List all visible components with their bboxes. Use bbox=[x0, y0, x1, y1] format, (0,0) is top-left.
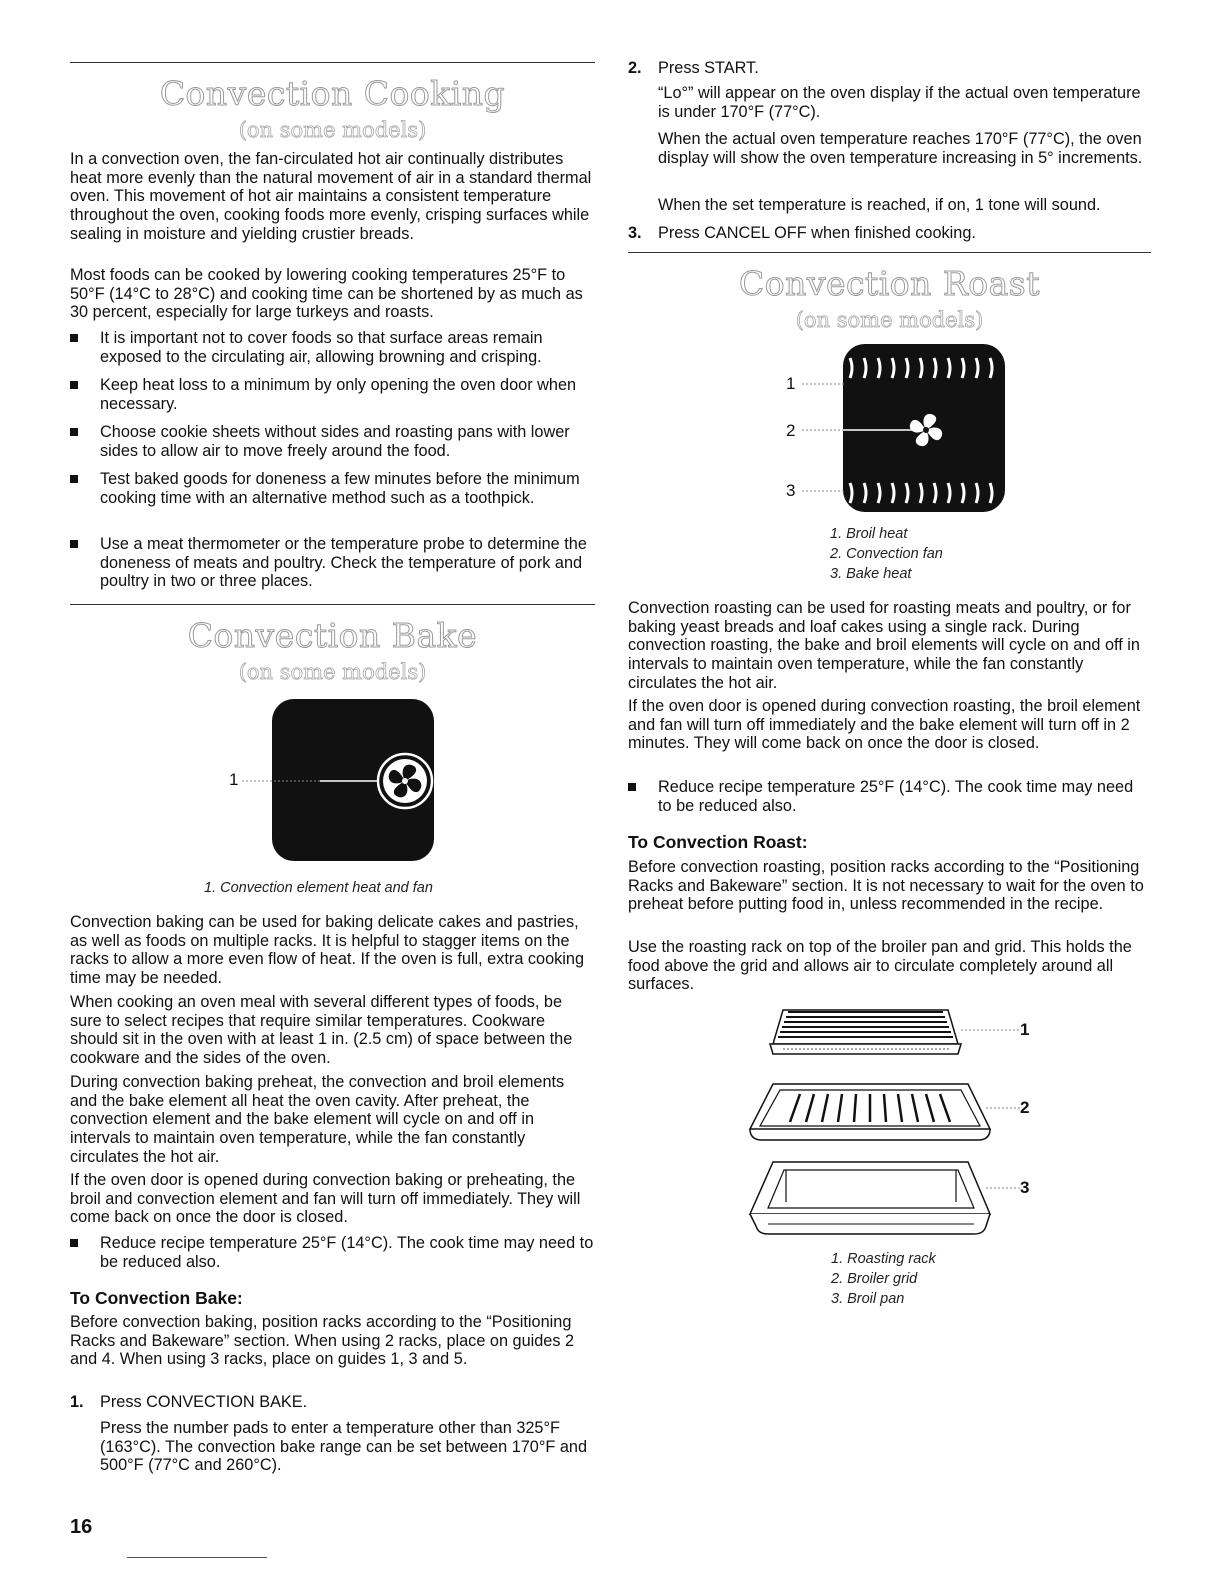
roast-paragraph-4: Use the roasting rack on top of the broiler pan and grid. This holds the food above the grid and allows air to circulate completely around all surfaces. bbox=[628, 938, 1132, 994]
pan-callout-1: 1 bbox=[1020, 1020, 1030, 1039]
callout-label-1: 1 bbox=[786, 374, 796, 393]
cooking-paragraph-2: Most foods can be cooked by lowering cooking temperatures 25°F to 50°F (14°C to 28°C) and cooking time can be shortened by as much as 30 percent, especially for large turkeys and roasts. bbox=[70, 266, 583, 322]
bake-bullet: Reduce recipe temperature 25°F (14°C). The cook time may need to be reduced also. bbox=[70, 1234, 595, 1271]
step-number: 3. bbox=[628, 224, 642, 242]
pan-callout-3: 3 bbox=[1020, 1178, 1030, 1197]
roast-bullet: Reduce recipe temperature 25°F (14°C). The cook time may need to be reduced also. bbox=[628, 778, 1151, 815]
caption-line: 2. Broiler grid bbox=[831, 1271, 918, 1287]
cooking-bullet: Choose cookie sheets without sides and roasting pans with lower sides to allow air to move freely around the food. bbox=[70, 423, 595, 460]
bake-paragraph-5: Before convection baking, position racks according to the “Positioning Racks and Bakeware” section. When using 2 racks, place on guides 2 and 4. When using 3 racks, place on guides 1, 3 and 5. bbox=[70, 1313, 575, 1369]
cooking-paragraph-1: In a convection oven, the fan-circulated hot air continually distributes heat more evenly than the natural movement of air in a standard thermal oven. This movement of hot air maintains a consistent temperature throughout the oven, cooking foods more evenly, crisping surfaces while sealing in moisture and yielding crustier breads. bbox=[70, 150, 592, 243]
convection-roast-subtitle: (on some models) bbox=[795, 308, 984, 332]
pan-callout-2: 2 bbox=[1020, 1098, 1030, 1117]
to-convection-bake-heading: To Convection Bake: bbox=[70, 1288, 243, 1308]
footer-line bbox=[127, 1557, 267, 1558]
page-number: 16 bbox=[70, 1516, 93, 1538]
step-text: Press CONVECTION BAKE. bbox=[100, 1393, 308, 1411]
callout-label-1: 1 bbox=[229, 770, 239, 789]
roast-paragraph-1: Convection roasting can be used for roasting meats and poultry, or for baking yeast breads and loaf cakes using a single rack. During convection roasting, the bake and broil elements will cycle on and off in intervals to maintain oven temperature, while the fan constantly circulates the hot air. bbox=[628, 599, 1140, 692]
bake-paragraph-2: When cooking an oven meal with several different types of foods, be sure to select recipes that require similar temperatures. Cookware should sit in the oven with at least 1 in. (2.5 cm) of space between the cookware and the sides of the oven. bbox=[70, 993, 573, 1068]
convection-roast-title: Convection Roast bbox=[738, 264, 1041, 303]
fan-icon bbox=[378, 754, 432, 808]
convection-cooking-subtitle: (on some models) bbox=[238, 118, 427, 142]
roasting-rack-icon bbox=[770, 1010, 961, 1054]
section-divider bbox=[70, 62, 595, 63]
caption-line: 2. Convection fan bbox=[830, 546, 943, 562]
step-text: Press CANCEL OFF when finished cooking. bbox=[658, 224, 976, 242]
caption-line: 1. Broil heat bbox=[830, 526, 908, 542]
roast-paragraph-2: If the oven door is opened during convection roasting, the broil element and fan will turn off immediately and the bake element will turn off in 2 minutes. They will come back on once the door is closed. bbox=[628, 697, 1141, 753]
caption-line: 1. Roasting rack bbox=[831, 1251, 936, 1267]
step-2-detail-3: When the set temperature is reached, if on, 1 tone will sound. bbox=[658, 196, 1101, 214]
figure-caption bbox=[204, 878, 433, 898]
figure-caption bbox=[830, 524, 943, 584]
cooking-bullet: Use a meat thermometer or the temperature probe to determine the doneness of meats and poultry. Check the temperature of pork and poultry in two or three places. bbox=[70, 535, 595, 591]
step-number: 1. bbox=[70, 1393, 84, 1411]
convection-cooking-title: Convection Cooking bbox=[159, 74, 506, 113]
bake-paragraph-1: Convection baking can be used for baking delicate cakes and pastries, as well as foods on multiple racks. It is helpful to stagger items on the racks to allow a more even flow of heat. If the oven is full, extra cooking time may be needed. bbox=[70, 913, 585, 988]
convection-roast-diagram bbox=[788, 338, 1008, 518]
cooking-bullet: Keep heat loss to a minimum by only opening the oven door when necessary. bbox=[70, 376, 595, 413]
broil-pan-icon bbox=[750, 1162, 990, 1234]
step-2-detail-2: When the actual oven temperature reaches 170°F (77°C), the oven display will show the oven temperature increasing in 5° increments. bbox=[658, 130, 1143, 167]
section-divider bbox=[70, 604, 595, 605]
callout-label-2: 2 bbox=[786, 421, 796, 440]
convection-bake-subtitle: (on some models) bbox=[238, 660, 427, 684]
figure-caption bbox=[831, 1249, 936, 1309]
convection-bake-diagram bbox=[220, 695, 450, 865]
convection-bake-title: Convection Bake bbox=[187, 616, 478, 655]
bake-step-3 bbox=[628, 224, 1151, 243]
roasting-pan-diagram bbox=[728, 1004, 1048, 1240]
cooking-bullet: It is important not to cover foods so that surface areas remain exposed to the circulating air, allowing browning and crisping. bbox=[70, 329, 595, 366]
step-text: Press START. bbox=[658, 59, 759, 77]
callout-label-3: 3 bbox=[786, 481, 796, 500]
broiler-grid-icon bbox=[750, 1084, 990, 1140]
caption-line: 1. Convection element heat and fan bbox=[204, 880, 433, 896]
to-convection-roast-heading: To Convection Roast: bbox=[628, 832, 808, 852]
step-number: 2. bbox=[628, 59, 642, 77]
bake-paragraph-3: During convection baking preheat, the convection and broil elements and the bake element all heat the oven cavity. After preheat, the convection element and the bake element will cycle on and off in intervals to maintain oven temperature, while the fan constantly circulates the hot air. bbox=[70, 1073, 565, 1166]
step-2-detail-1: “Lo°” will appear on the oven display if the actual oven temperature is under 170°F (77°C). bbox=[658, 84, 1141, 121]
bake-step-2 bbox=[628, 59, 1151, 78]
roast-paragraph-3: Before convection roasting, position racks according to the “Positioning Racks and Bakeware” section. It is not necessary to wait for the oven to preheat before putting food in, unless recommended in the recipe. bbox=[628, 858, 1144, 914]
section-divider bbox=[628, 252, 1151, 253]
bake-step-1-detail: Press the number pads to enter a temperature other than 325°F (163°C). The convection bake range can be set between 170°F and 500°F (77°C and 260°C). bbox=[100, 1419, 587, 1475]
bake-step-1 bbox=[70, 1393, 595, 1412]
cooking-bullet: Test baked goods for doneness a few minutes before the minimum cooking time with an alternative method such as a toothpick. bbox=[70, 470, 595, 507]
caption-line: 3. Bake heat bbox=[830, 566, 912, 582]
bake-paragraph-4: If the oven door is opened during convection baking or preheating, the broil and convection element and fan will turn off immediately. They will come back on once the door is closed. bbox=[70, 1171, 581, 1227]
caption-line: 3. Broil pan bbox=[831, 1291, 905, 1307]
